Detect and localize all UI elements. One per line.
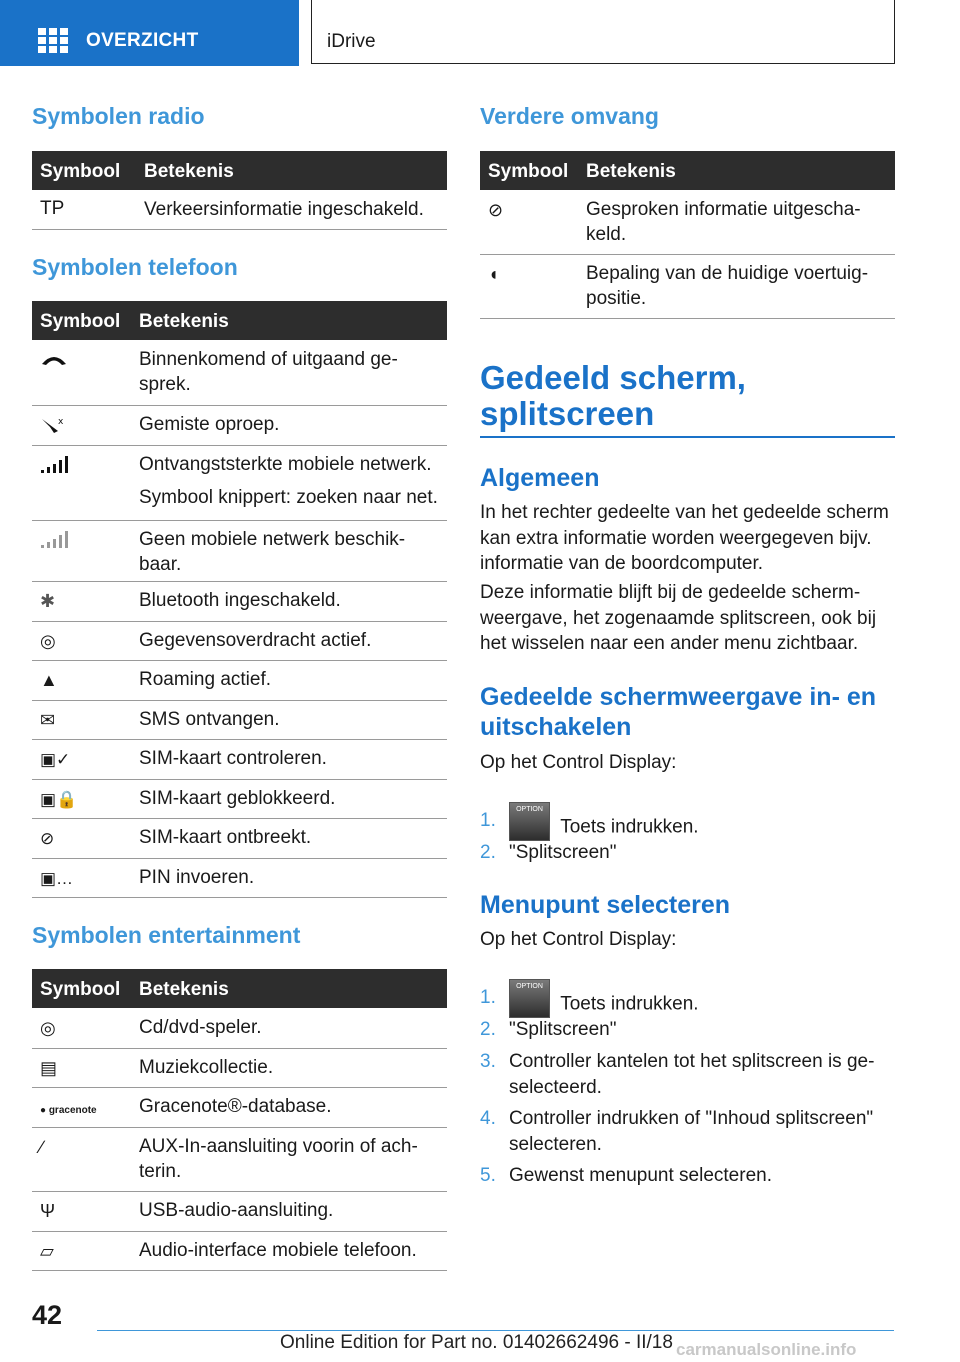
table-row bbox=[480, 254, 895, 319]
phone-call-icon bbox=[40, 350, 68, 372]
meaning-text: Roaming actief. bbox=[139, 669, 272, 690]
step-text: Controller kantelen tot het splitscreen is ge- selecteerd. bbox=[509, 1051, 875, 1098]
radio-table-header bbox=[32, 151, 447, 190]
step-number: 1. bbox=[480, 810, 496, 831]
meaning-text: Bluetooth ingeschakeld. bbox=[139, 590, 341, 611]
sms-icon: ✉ bbox=[40, 710, 56, 730]
table-row bbox=[32, 621, 447, 661]
col-symbol: Symbool bbox=[40, 979, 121, 1000]
col-meaning: Betekenis bbox=[586, 161, 676, 182]
col-meaning: Betekenis bbox=[144, 161, 234, 182]
position-icon: ◖ bbox=[488, 264, 499, 284]
data-transfer-icon: ◎ bbox=[40, 631, 56, 651]
music-collection-icon: ▤ bbox=[40, 1058, 58, 1078]
extended-title: Verdere omvang bbox=[480, 103, 659, 129]
entertainment-title: Symbolen entertainment bbox=[32, 922, 301, 948]
tab-idrive-label: iDrive bbox=[327, 31, 376, 52]
sim-check-icon: ▣✓ bbox=[40, 750, 71, 769]
col-symbol: Symbool bbox=[488, 161, 569, 182]
table-row bbox=[32, 660, 447, 701]
table-row bbox=[32, 520, 447, 582]
step-text: Gewenst menupunt selecteren. bbox=[509, 1165, 772, 1186]
meaning-text: Gegevensoverdracht actief. bbox=[139, 630, 372, 651]
step-text: "Splitscreen" bbox=[509, 842, 617, 863]
step-text: Toets indrukken. bbox=[560, 816, 699, 838]
step-number: 2. bbox=[480, 1019, 496, 1040]
table-row bbox=[32, 1087, 447, 1128]
cd-dvd-icon: ◎ bbox=[40, 1018, 56, 1038]
meaning-text: SMS ontvangen. bbox=[139, 709, 280, 730]
pin-entry-icon: ▣… bbox=[40, 869, 74, 888]
grid-menu-icon bbox=[38, 28, 68, 52]
step-number: 2. bbox=[480, 842, 496, 863]
meaning-text: Bepaling van de huidige voertuig- positie. bbox=[586, 263, 869, 309]
table-row bbox=[480, 190, 895, 255]
option-button-icon: OPTION bbox=[509, 979, 550, 1018]
step-number: 3. bbox=[480, 1051, 496, 1072]
meaning-text: PIN invoeren. bbox=[139, 867, 255, 888]
meaning-extra-text: Symbool knippert: zoeken naar net. bbox=[139, 487, 438, 508]
meaning-text: Gracenote®-database. bbox=[139, 1096, 332, 1117]
list-item bbox=[480, 808, 895, 838]
meaning-text: Muziekcollectie. bbox=[139, 1057, 274, 1078]
meaning-text: Binnenkomend of uitgaand ge- sprek. bbox=[139, 349, 398, 395]
table-row bbox=[32, 340, 447, 406]
svg-text:x: x bbox=[58, 417, 64, 427]
phone-title: Symbolen telefoon bbox=[32, 254, 238, 280]
meaning-text: SIM-kaart ontbreekt. bbox=[139, 827, 312, 848]
aux-in-icon: ∕ bbox=[40, 1137, 44, 1157]
col-symbol: Symbool bbox=[40, 311, 121, 332]
meaning-text: SIM-kaart controleren. bbox=[139, 748, 327, 769]
tab-idrive[interactable] bbox=[311, 0, 895, 64]
missed-call-icon bbox=[40, 415, 66, 441]
gracenote-icon: ● gracenote bbox=[40, 1105, 97, 1116]
table-row bbox=[32, 779, 447, 819]
general-title: Algemeen bbox=[480, 464, 600, 492]
table-row bbox=[32, 739, 447, 780]
table-row bbox=[32, 445, 447, 521]
symbol-text: TP bbox=[40, 198, 65, 219]
meaning-text: Audio-interface mobiele telefoon. bbox=[139, 1240, 417, 1261]
table-row bbox=[32, 1008, 447, 1049]
usb-icon: Ψ bbox=[40, 1201, 56, 1221]
col-meaning: Betekenis bbox=[139, 311, 229, 332]
step-text: "Splitscreen" bbox=[509, 1019, 617, 1040]
step-text: Toets indrukken. bbox=[560, 993, 699, 1015]
step-number: 4. bbox=[480, 1108, 496, 1129]
table-row bbox=[32, 700, 447, 740]
meaning-text: USB-audio-aansluiting. bbox=[139, 1200, 334, 1221]
step-text: Controller indrukken of "Inhoud splitscreen" selecteren. bbox=[509, 1108, 874, 1155]
meaning-text: Ontvangststerkte mobiele netwerk. bbox=[139, 454, 432, 475]
table-row bbox=[32, 405, 447, 446]
step-number: 5. bbox=[480, 1165, 496, 1186]
list-item bbox=[480, 985, 895, 1015]
header-tabs bbox=[0, 0, 960, 66]
audio-interface-icon: ▱ bbox=[40, 1241, 54, 1261]
page-number: 42 bbox=[32, 1300, 63, 1330]
table-row bbox=[32, 1191, 447, 1232]
split-title: Gedeeld scherm, splitscreen bbox=[480, 359, 746, 432]
list-item bbox=[480, 840, 895, 866]
list-item bbox=[480, 1017, 895, 1043]
footer-edition: Online Edition for Part no. 01402662496 - II/18 bbox=[280, 1332, 673, 1353]
footer-rule bbox=[97, 1330, 894, 1331]
toggle-intro: Op het Control Display: bbox=[480, 752, 677, 773]
extended-table-header bbox=[480, 151, 895, 190]
meaning-text: Cd/dvd-speler. bbox=[139, 1017, 262, 1038]
meaning-text: Verkeersinformatie ingeschakeld. bbox=[144, 199, 424, 220]
meaning-text: SIM-kaart geblokkeerd. bbox=[139, 788, 336, 809]
meaning-text: Geen mobiele netwerk beschik- baar. bbox=[139, 529, 406, 575]
list-item bbox=[480, 1106, 895, 1158]
no-signal-icon bbox=[40, 530, 70, 554]
roaming-icon: ▲ bbox=[40, 670, 58, 690]
list-item bbox=[480, 1049, 895, 1101]
general-paragraph-1: In het rechter gedeelte van het gedeelde scherm kan extra informatie worden weergegeven bijv. informatie van de boordcomputer. bbox=[480, 502, 889, 574]
split-title-rule bbox=[480, 436, 895, 438]
table-row bbox=[32, 858, 447, 898]
sim-locked-icon: ▣🔒 bbox=[40, 790, 78, 809]
sim-missing-icon: ⊘ bbox=[40, 829, 55, 848]
meaning-text: Gesproken informatie uitgescha- keld. bbox=[586, 199, 861, 245]
voice-off-icon: ⊘ bbox=[488, 200, 504, 220]
table-row bbox=[32, 1048, 447, 1088]
tab-overview[interactable] bbox=[0, 0, 299, 66]
list-item bbox=[480, 1163, 895, 1189]
meaning-text: Gemiste oproep. bbox=[139, 414, 280, 435]
entertainment-table-header bbox=[32, 969, 447, 1008]
general-paragraph-2: Deze informatie blijft bij de gedeelde scherm-weergave, het zogenaamde splitscreen, ook bij het wisselen naar een ander menu zichtbaar. bbox=[480, 582, 877, 654]
table-row bbox=[32, 1127, 447, 1192]
watermark: carmanualsonline.info bbox=[676, 1340, 857, 1359]
option-button-icon: OPTION bbox=[509, 802, 550, 841]
tab-overview-label: OVERZICHT bbox=[86, 30, 199, 51]
col-meaning: Betekenis bbox=[139, 979, 229, 1000]
meaning-text: AUX-In-aansluiting voorin of ach- terin. bbox=[139, 1136, 418, 1182]
step-number: 1. bbox=[480, 987, 496, 1008]
table-row bbox=[32, 190, 447, 230]
radio-title: Symbolen radio bbox=[32, 103, 205, 129]
table-row bbox=[32, 818, 447, 859]
toggle-title: Gedeelde schermweergave in- en uitschakelen bbox=[480, 683, 877, 741]
signal-strength-icon bbox=[40, 455, 70, 479]
select-intro: Op het Control Display: bbox=[480, 929, 677, 950]
select-title: Menupunt selecteren bbox=[480, 891, 731, 919]
table-row bbox=[32, 581, 447, 622]
col-symbol: Symbool bbox=[40, 161, 121, 182]
phone-table-header bbox=[32, 301, 447, 340]
table-row bbox=[32, 1231, 447, 1271]
bluetooth-icon: ✱ bbox=[40, 591, 56, 611]
